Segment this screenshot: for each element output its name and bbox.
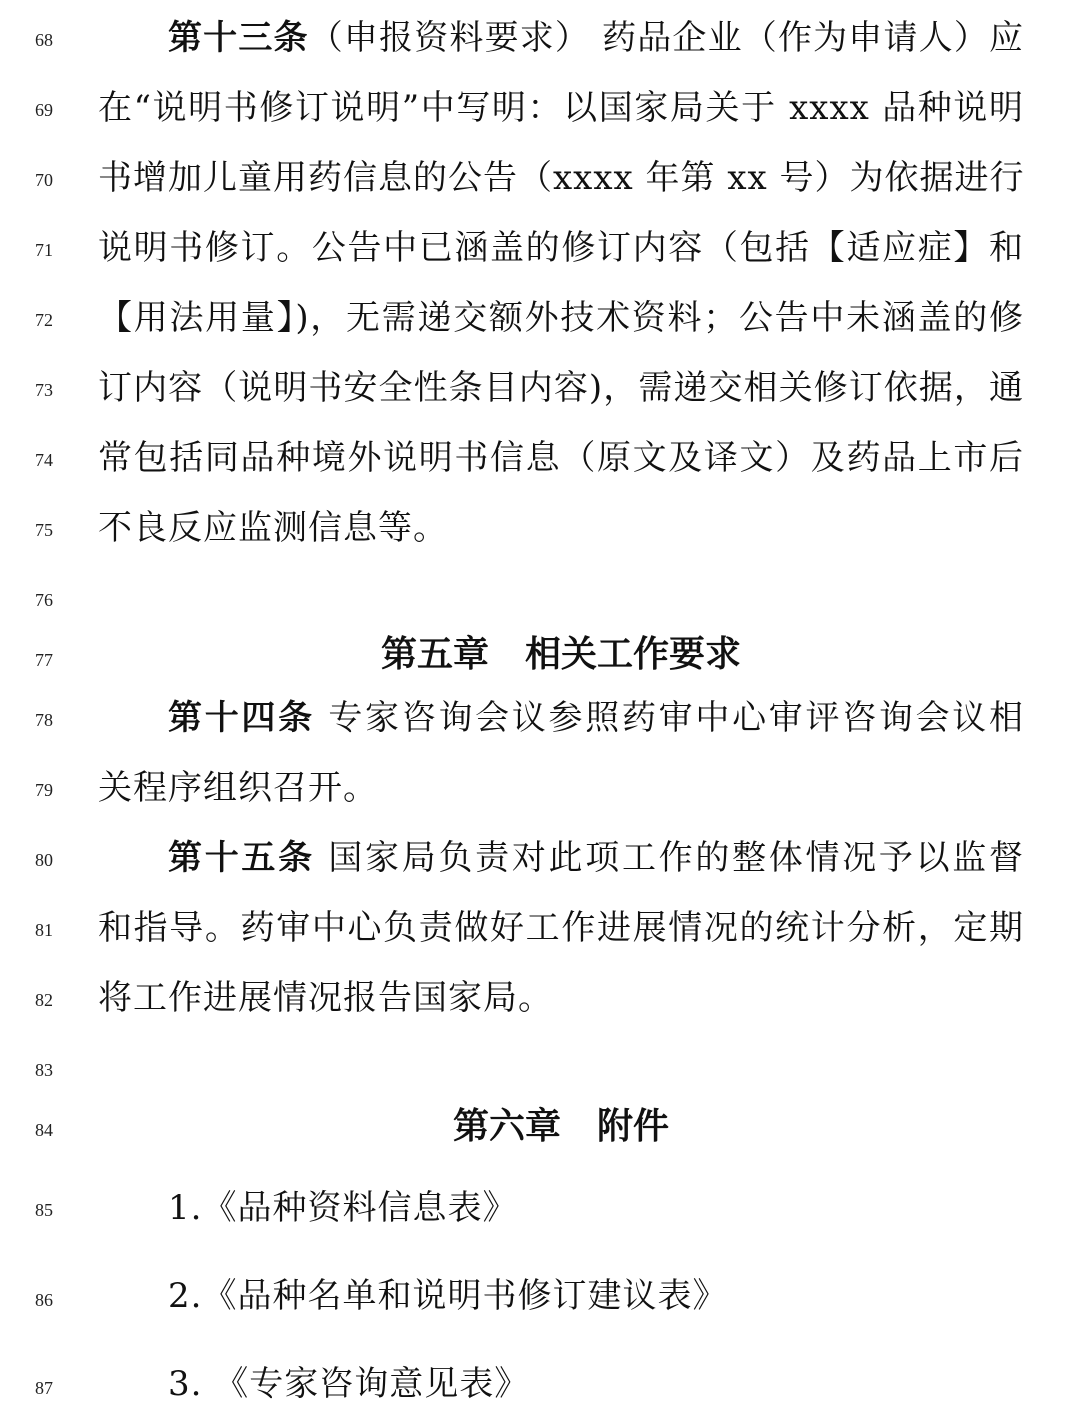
line-number: 77 — [35, 650, 53, 670]
line-number: 75 — [35, 520, 53, 540]
article-13-line-5: 【用法用量】)，无需递交额外技术资料；公告中未涵盖的修 — [98, 298, 1024, 338]
article-13-line-1 — [168, 18, 1024, 58]
line-number: 86 — [35, 1290, 53, 1310]
article-13-line-2: 在“说明书修订说明”中写明：以国家局关于 xxxx 品种说明 — [98, 88, 1024, 128]
line-number: 87 — [35, 1378, 53, 1398]
line-number: 69 — [35, 100, 53, 120]
article-14-text: 专家咨询会议参照药审中心审评咨询会议相 — [314, 698, 1025, 738]
article-13-text: （申报资料要求） 药品企业（作为申请人）应 — [308, 18, 1024, 58]
article-14-line-2: 关程序组织召开。 — [98, 768, 378, 808]
attachment-item: 3. 《专家咨询意见表》 — [168, 1364, 530, 1404]
article-14-title: 第十四条 — [168, 698, 315, 738]
line-number: 73 — [35, 380, 53, 400]
article-13-line-4: 说明书修订。公告中已涵盖的修订内容（包括【适应症】和 — [98, 228, 1024, 268]
line-number: 84 — [35, 1120, 53, 1140]
line-number: 85 — [35, 1200, 53, 1220]
line-number: 68 — [35, 30, 53, 50]
article-13-line-6: 订内容（说明书安全性条目内容)，需递交相关修订依据，通 — [98, 368, 1024, 408]
chapter-6-heading: 第六章 附件 — [452, 1105, 669, 1147]
article-15-line-3: 将工作进展情况报告国家局。 — [98, 978, 553, 1018]
article-15-title: 第十五条 — [168, 838, 315, 878]
article-13-line-3: 书增加儿童用药信息的公告（xxxx 年第 xx 号）为依据进行 — [98, 158, 1025, 198]
line-number: 82 — [35, 990, 53, 1010]
line-number: 78 — [35, 710, 53, 730]
article-13-line-8: 不良反应监测信息等。 — [98, 508, 448, 548]
article-14-line-1 — [168, 698, 1024, 738]
line-number: 81 — [35, 920, 53, 940]
article-13-title: 第十三条 — [168, 18, 309, 58]
chapter-5-heading: 第五章 相关工作要求 — [380, 633, 741, 675]
line-number: 70 — [35, 170, 53, 190]
line-number: 72 — [35, 310, 53, 330]
article-13-line-7: 常包括同品种境外说明书信息（原文及译文）及药品上市后 — [98, 438, 1024, 478]
line-number: 76 — [35, 590, 53, 610]
article-15-line-1 — [168, 838, 1024, 878]
line-number: 74 — [35, 450, 53, 470]
line-number: 83 — [35, 1060, 53, 1080]
line-number: 80 — [35, 850, 53, 870]
attachment-item: 1.《品种资料信息表》 — [168, 1188, 518, 1228]
article-15-line-2: 和指导。药审中心负责做好工作进展情况的统计分析，定期 — [98, 908, 1024, 948]
attachment-item: 2.《品种名单和说明书修订建议表》 — [168, 1276, 728, 1316]
article-15-text: 国家局负责对此项工作的整体情况予以监督 — [314, 838, 1025, 878]
line-number: 71 — [35, 240, 53, 260]
line-number: 79 — [35, 780, 53, 800]
